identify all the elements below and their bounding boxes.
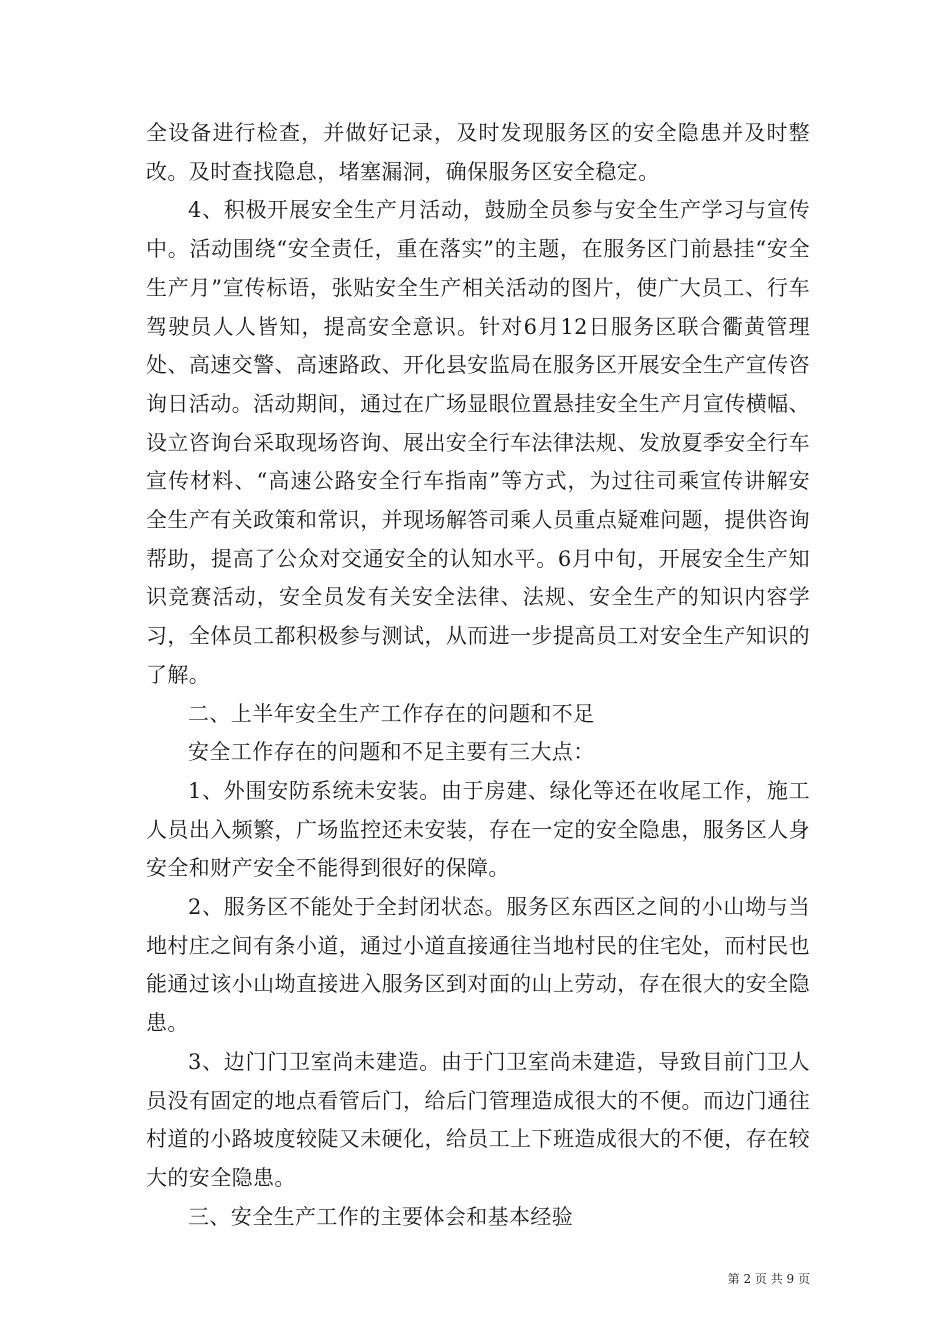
paragraph-problems-intro: 安全工作存在的问题和不足主要有三大点：	[188, 740, 595, 765]
paragraph-problem-1: 1、外围安防系统未安装。由于房建、绿化等还在收尾工作，施工人员出入频繁，广场监控还未安装，存在一定的安全隐患，服务区人身安全和财产安全不能得到很好的保障。	[146, 778, 810, 881]
document-body	[146, 114, 810, 1236]
page-footer	[0, 1270, 810, 1287]
paragraph-problem-2: 2、服务区不能处于全封闭状态。服务区东西区之间的小山坳与当地村庄之间有条小道，通过小道直接通往当地村民的住宅处，而村民也能通过该小山坳直接进入服务区到对面的山上劳动，存在很大的安全隐患。	[146, 895, 810, 1036]
paragraph-problem-3: 3、边门门卫室尚未建造。由于门卫室尚未建造，导致目前门卫人员没有固定的地点看管后门，给后门管理造成很大的不便。而边门通往村道的小路坡度较陡又未硬化，给员工上下班造成很大的不便，存在较大的安全隐患。	[146, 1049, 810, 1190]
section-heading-experience: 三、安全生产工作的主要体会和基本经验	[188, 1204, 574, 1229]
paragraph-safety-month: 4、积极开展安全生产月活动，鼓励全员参与安全生产学习与宣传中。活动围绕“安全责任，重在落实”的主题，在服务区门前悬挂“安全生产月”宣传标语，张贴安全生产相关活动的图片，使广大员工、行车驾驶员人人皆知，提高安全意识。针对6月12日服务区联合衢黄管理处、高速交警、高速路政、开化县安监局在服务区开展安全生产宣传咨询日活动。活动期间，通过在广场显眼位置悬挂安全生产月宣传横幅、设立咨询台采取现场咨询、展出安全行车法律法规、发放夏季安全行车宣传材料、“高速公路安全行车指南”等方式，为过往司乘宣传讲解安全生产有关政策和常识，并现场解答司乘人员重点疑难问题，提供咨询帮助，提高了公众对交通安全的认知水平。6月中旬，开展安全生产知识竞赛活动，安全员发有关安全法律、法规、安全生产的知识内容学习，全体员工都积极参与测试，从而进一步提高员工对安全生产知识的了解。	[146, 198, 810, 687]
paragraph-continuation: 全设备进行检查，并做好记录，及时发现服务区的安全隐患并及时整改。及时查找隐息，堵塞漏洞，确保服务区安全稳定。	[146, 121, 810, 184]
page-number-label: 第 2 页 共 9 页	[727, 1272, 810, 1286]
section-heading-problems: 二、上半年安全生产工作存在的问题和不足	[188, 701, 595, 726]
